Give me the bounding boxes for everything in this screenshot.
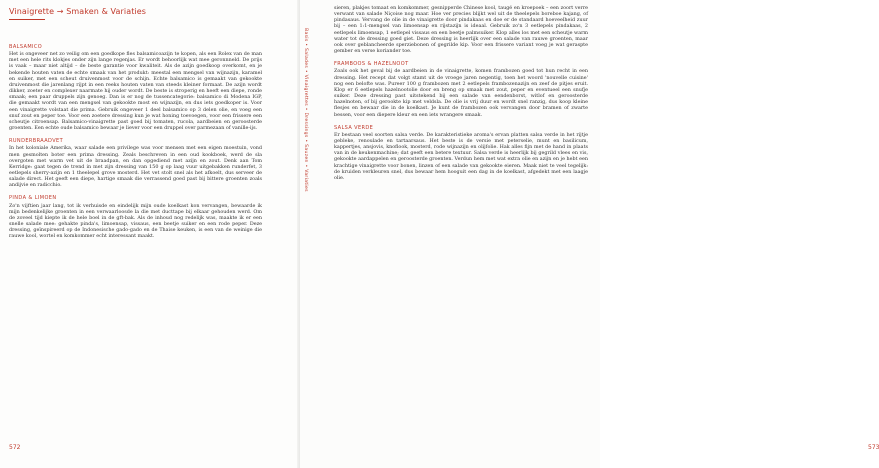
left-page [0,0,300,468]
section-text-salsa-verde: Er bestaan veel soorten salsa verde. De karakteristieke aroma's ervan platten salsa verde in het rijtje gebleke, renoulade en tartaarsaus. Het beste is de versie met peterselie, munt en basilicum, kappertjes, ansjovis, knoflook, mosterd, rode wijnazijn en olijfolie. Hak alles fijn met de hand in plaats van in de keukenmachine; dat geeft een betere textuur. Salsa verde is heerlijk bij gegrild vlees en vis, gekookte aardappelen en geroosterde groenten. Verdun hem met wat extra olie en azijn en je hebt een krachtige vinaigrette voor bonen, linzen of een salade van gekookte eieren. Maak niet te veel tegelijk: de kruiden verkleuren snel, dus bewaar hem hooguit een dag in de koelkast, afgedekt met een laagje olie. [334,131,588,181]
section-heading-salsa-verde: SALSA VERDE [334,124,374,131]
title-rule [9,19,45,20]
left-column [9,44,262,240]
section-heading-pinda-limoen: PINDA & LIMOEN [9,195,57,202]
continued-text: sieren, plakjes tomaat en komkommer, gesnipperde Chinese kool, taugé en kroepoek – een zoort verre verwant van salade Niçoise nog maar. Hoe ver precies blijkt wel uit de theelepels boreboe kajang, of pindasaus. Vervang de olie in de vinaigrette door pindakaas en doe er de standaard hoeveelheid zuur bij – een 1:1-mengsel van limoensap en rijstazijn is ideaal. Gebruik zo'n 3 eetlepels pindakaas, 2 eetlepels limoensap, 1 eetlepel vissaus en een beetje palmsuiker. Klop alles los met een scheutje warm water tot de dressing goed giet. Deze dressing is heerlijk over een salade van rauwe groenten, maar ook over geblancheerde sperziebonen of gegrilde kip. Voor een frissere variant voeg je wat geraspte gember en verse koriander toe. [334,5,588,55]
section-text-balsamico: Het is ongeveer net zo veilig om een goedkope fles balsamicoazijn te kopen, als een Rolex van de man met een hele rits klokjes onder zijn lange regenjas. Er wordt behoorlijk wat mee geronnneld. De prijs is vaak – maar niet altijd – de beste garantie voor kwaliteit. Als de azijn goedkoop overkomt, en je bekende houten vaten de echte smaak van het produkt: meestal een mengsel van wijnazijn, karamel en suiker, met een scheut druivenmost voor de schijn. Echte balsamico is gemaakt van gekookte druivenmost die jarenlang rijpt in een reeks houten vaten van steeds kleiner formaat. De azijn wordt dikker, zoeter en complexer naarmate hij ouder wordt. De beste is stroperig en heeft een diepe, ronde smaak; een paar druppels zijn genoeg. Dan is er nog de tussencategorie: balsamico di Modena IGP, die gemaakt wordt van een mengsel van gekookte most en wijnazijn, en dus iets goedkoper is. Voor een vinaigrette volstaat die prima. Gebruik ongeveer 1 deel balsamico op 3 delen olie, en voeg een snuf zout en peper toe. Voor een zoetere dressing kun je wat honing toevoegen, voor een frissere een scheutje citroensap. Balsamico-vinaigrette past goed bij tomaten, rucola, aardbeien en geroosterde groenten. Een echte oude balsamico bewaar je liever voor een druppel over parmezaan of vanille-ijs. [9,51,262,132]
section-text-runderbraadvet: In het koloniale Amerika, waar salade een privilege was voor mensen met een eigen moestuin, vond men gesmolten boter een prima dressing. Zeals beschreven in een oud kookboek, werd de sla overgoten met warm vet uit de braadpan, en dan opgediend met azijn en zout. Denk aan Tom Kerridge: gaat tegen de trend in met zijn dressing van 150 g op laag vuur uitgebakken runderfet, 3 eetlepels sherry-azijn en 1 theelepel grove mosterd. Het vet stolt snel als het afkoelt, dus serveer de salade direct. Het geeft een diepe, hartige smaak die verrassend goed past bij bittere groenten zoals andijvie en radicchio. [9,145,262,189]
section-text-framboos-hazelnoot: Zoals ook het geval bij de aardbeien in de vinaigrette, komen frambozen goed tot hun recht in een dressing. Het recept dat volgt stamt uit de vroege jaren negentig, toen het woord 'nouvelle cuisine' nog een belofte was. Pureer 100 g frambozen met 2 eetlepels frambozenazijn en zeef de pitjes eruit. Klop er 6 eetlepels hazelnootolie door en breng op smaak met zout, peper en eventueel een snufje suiker. Deze dressing past uitstekend bij een salade van eendenborst, witlof en geroosterde hazelnoten, of bij gerookte kip met veldsla. De olie is vrij duur en wordt snel ranzig, dus koop kleine flesjes en bewaar die in de koelkast. Je kunt de frambozen ook vervangen door bramen of zwarte bessen, voor een diepere kleur en een iets wrangere smaak. [334,68,588,118]
side-navigation-tab: Basis • Salades • Vinaigrettes • Dressings • Sauzen • Variaties [303,28,308,192]
section-heading-balsamico: BALSAMICO [9,44,43,50]
right-column [334,5,588,181]
page-number-left: 572 [9,444,21,451]
running-title: Vinaigrette → Smaken & Variaties [9,7,147,16]
section-heading-framboos-hazelnoot: FRAMBOOS & HAZELNOOT [334,61,409,68]
section-heading-runderbraadvet: RUNDERBRAADVET [9,138,64,145]
section-text-pinda-limoen: Zo'n vijftien jaar lang, tot ik verhuisde en eindelijk mijn oude koelkast kon vervangen, bewaarde ik mijn bedenkelijke groenten in een verwaarloosde la die met ducttape bij elkaar gehouden werd. Om de zoveel tijd kiepte ik de hele boel in de gft-bak. Als de inhoud nog redelijk was, maakte ik er een snelle salade mee: gehakte pinda's, limoensap, vissaus, een beetje suiker en een rode peper. Deze dressing, geïnspireerd op de Indonesische gado-gado en de Thaise keuken, is een van de weinige die rauwe kool, wortel en komkommer echt interessant maakt. [9,202,262,240]
page-number-right: 573 [868,444,879,451]
